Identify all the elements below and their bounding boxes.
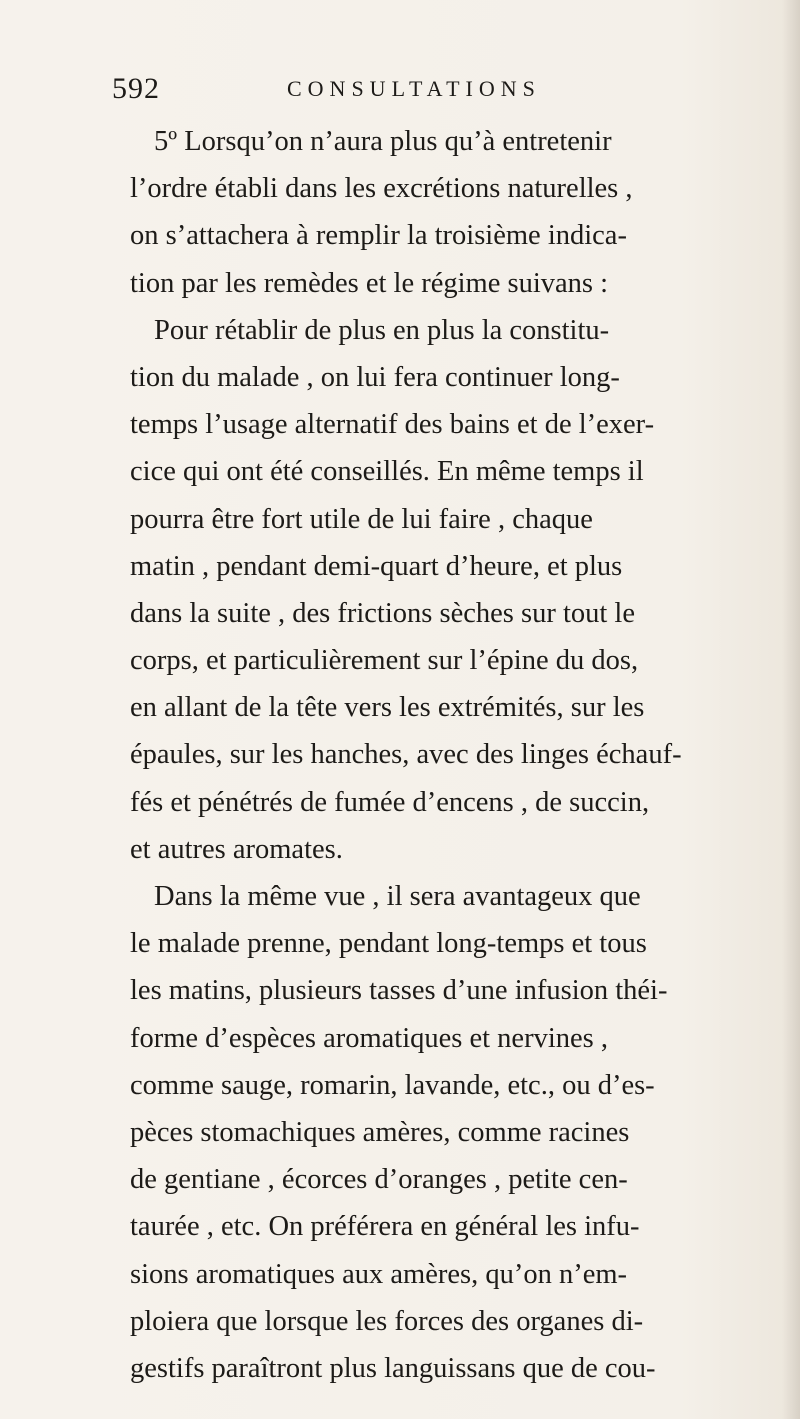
text-line: dans la suite , des frictions sèches sur tout le [130,597,635,629]
text-line: épaules, sur les hanches, avec des linges échauf- [130,739,682,771]
text-line: de gentiane , écorces d’oranges , petite cen- [130,1164,628,1196]
text-line: corps, et particulièrement sur l’épine du dos, [130,645,639,677]
text-line: Dans la même vue , il sera avantageux que [154,881,641,912]
text-line: sions aromatiques aux amères, qu’on n’em- [130,1258,628,1290]
text-line: et autres aromates. [130,833,343,865]
text-line: cice qui ont été conseillés. En même temps il [130,456,644,488]
text-line: pourra être fort utile de lui faire , chaque [130,503,593,535]
text-line: temps l’usage alternatif des bains et de l’exer- [130,409,655,441]
running-head: CONSULTATIONS [287,76,541,101]
body-text [130,118,770,1392]
text-line: tion du malade , on lui fera continuer long- [130,361,620,393]
text-line: fés et pénétrés de fumée d’encens , de succin, [130,786,650,818]
text-line: 5º Lorsqu’on n’aura plus qu’à entretenir [154,126,612,157]
text-line: le malade prenne, pendant long-temps et tous [130,928,647,960]
text-line: forme d’espèces aromatiques et nervines , [130,1022,608,1054]
text-line: taurée , etc. On préférera en général les infu- [130,1211,640,1243]
text-line: comme sauge, romarin, lavande, etc., ou d’es- [130,1069,655,1101]
text-line: l’ordre établi dans les excrétions naturelles , [130,173,633,205]
text-line: matin , pendant demi-quart d’heure, et plus [130,550,623,582]
page-edge-shadow [782,0,800,1419]
text-line: Pour rétablir de plus en plus la constitu- [154,314,610,346]
page-number: 592 [112,72,160,105]
text-line: tion par les remèdes et le régime suivans : [130,267,609,299]
text-line: ploiera que lorsque les forces des organes di- [130,1305,644,1337]
text-line: pèces stomachiques amères, comme racines [130,1116,630,1148]
text-line: les matins, plusieurs tasses d’une infusion théi- [130,975,668,1007]
text-line: gestifs paraîtront plus languissans que de cou- [130,1352,656,1384]
text-line: on s’attachera à remplir la troisième indica- [130,220,627,252]
text-line: en allant de la tête vers les extrémités, sur les [130,692,645,724]
page-header [112,72,632,112]
